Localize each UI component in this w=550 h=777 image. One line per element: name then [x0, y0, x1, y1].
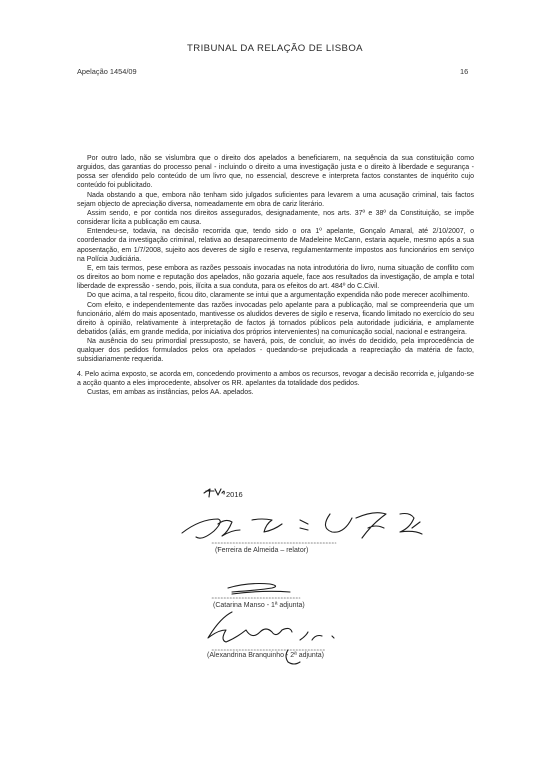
- judge-2-name: (Catarina Manso - 1ª adjunta): [213, 602, 305, 609]
- paragraph: Assim sendo, e por contida nos direitos assegurados, designadamente, nos arts. 37º e 38º da Constituição, se impõe considerar lícita a publicação em causa.: [77, 209, 474, 227]
- paragraph: Nada obstando a que, embora não tenham sido julgados suficientes para levarem a uma acusação criminal, tais factos sejam objecto de apreciação diversa, nomeadamente em obra de cariz literário.: [77, 191, 474, 208]
- paragraph: Por outro lado, não se vislumbra que o direito dos apelados a beneficiarem, na sequência da sua constituição como arguidos, das garantias do processo penal - incluindo o direito a uma investigação justa e o direito à liberdade e segurança - possa ser ofendido pelo conteúdo de um livro que, no essencial, descreve e interpreta factos constantes de inquérito cujo conteúdo foi publicitado.: [77, 155, 474, 190]
- costs-paragraph: Custas, em ambas as instâncias, pelos AA. apelados.: [87, 388, 254, 396]
- signature-date: 2016: [226, 490, 243, 499]
- page-number: 16: [460, 67, 469, 76]
- decision-paragraph: 4. Pelo acima exposto, se acorda em, concedendo provimento a ambos os recursos, revogar a decisão recorrida e, julgando-se a acção quanto a eles improcedente, absolver os RR. apelantes da totalidade dos pedidos.: [77, 370, 474, 387]
- paragraph: Entendeu-se, todavia, na decisão recorrida que, tendo sido o ora 1º apelante, Gonçalo Amaral, até 2/10/2007, o coordenador da investigação criminal, relativa ao desaparecimento de Madeleine McCann, estaria aquele, mesmo após a sua aposentação, em 1/7/2008, sujeito aos deveres de sigilo e reserva, regulamentarmente impostos aos funcionários em serviço na Polícia Judiciária.: [77, 228, 474, 263]
- court-header: TRIBUNAL DA RELAÇÃO DE LISBOA: [187, 43, 363, 54]
- paragraph: Na ausência do seu primordial pressuposto, se haverá, pois, de concluir, ao invés do decidido, pela improcedência de qualquer dos pedidos formulados pelos ora apelados - quedando-se prejudicada a reapreciação da matéria de facto, subsidiariamente requerida.: [77, 338, 474, 364]
- handwritten-date-mark: [204, 489, 224, 497]
- judge-3-name: (Alexandrina Branquinho - 2ª adjunta): [207, 652, 324, 659]
- signature-judge-2: [228, 584, 290, 595]
- judge-1-name: (Ferreira de Almeida – relator): [215, 547, 309, 554]
- signature-judge-1: [182, 513, 422, 538]
- case-reference: Apelação 1454/09: [77, 67, 137, 76]
- paragraph: E, em tais termos, pese embora as razões pessoais invocadas na nota introdutória do livro, numa situação de conflito com os direitos ao bom nome e reputação dos apelados, não gozaria aquele, face aos resultados da investigação, de ampla e total liberdade de expressão - sendo, pois, ilícita a sua conduta, para os efeitos do art. 484º do C.Civil.: [77, 264, 474, 291]
- paragraph: Do que acima, a tal respeito, ficou dito, claramente se intui que a argumentação expendida não pode merecer acolhimento.: [87, 292, 470, 300]
- paragraph: Com efeito, e independentemente das razões invocadas pelo apelante para a publicação, mal se compreenderia que um funcionário, além do mais aposentado, mantivesse os aludidos deveres de sigilo e reserva, ficando limitado no exercício do seu direito à opinião, relativamente à interpretação de factos já tornados públicos pela autoridade judiciária, e amplamente debatidos (aliás, em grande medida, por iniciativa dos próprios intervenientes) na comunicação social, nacional e estrangeira.: [77, 301, 474, 336]
